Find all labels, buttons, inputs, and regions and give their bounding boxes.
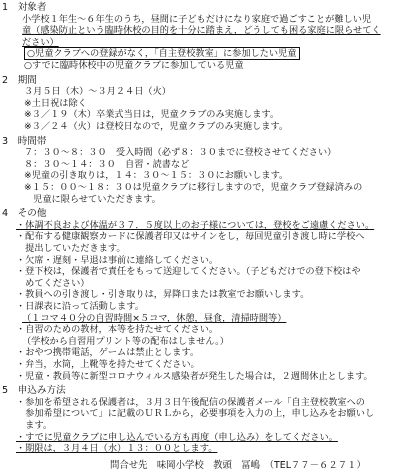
section-4-line: めてください） [16, 277, 90, 289]
section-3-line: ※１５：００～１８：３０は児童クラブに移行しますので，児童クラブ登録済みの [24, 182, 363, 193]
section-3-line: ※児童の引き取りは，１４：３０～１５：３０にお願いします。 [24, 170, 289, 182]
section-1-heading: 1 対象者 [2, 2, 47, 13]
section-3-line: 児童に限らせていただきます。 [24, 193, 161, 205]
section-3-heading: 3 時間帯 [2, 135, 47, 147]
section-2-line: ※３／１９（木）卒業式当日は，児童クラブのみ実施します。 [24, 109, 280, 121]
section-4-line: ・欠席・遅刻・早退は事前に連絡してください。 [16, 254, 219, 266]
section-4-line: ・おやつ携帯電話，ゲームは禁止とします。 [16, 347, 200, 359]
section-4-line: （１コマ４０分の自習時間×５コマ，休憩，昼食，清掃時間等） [22, 312, 287, 324]
section-1-line: ○すでに臨時休校中の児童クラブに参加している児童 [24, 60, 244, 71]
section-2-line: ３月５日（木）～３月２４日（火） [24, 86, 171, 98]
section-4-heading: 4 その他 [2, 208, 47, 220]
section-4-line: ・登下校は，保護者で責任をもって送迎してください。（子どもだけでの登下校はや [16, 266, 361, 278]
section-1-line [24, 48, 300, 59]
section-4-line: ・児童・教員等に新型コロナウィルス感染者が発生した場合は，２週間休止とします。 [16, 370, 373, 382]
section-4-line: ・弁当，水筒，上靴等を持たせてください。 [16, 359, 200, 370]
section-4-line: （学校から自習用プリント等の配布はしません。） [22, 335, 229, 347]
section-1-boxed-line: ○児童クラブへの登録がなく，「自主登校教室」に参加したい児童 [24, 47, 300, 60]
section-2-heading: 2 期間 [2, 74, 37, 86]
section-5-line: ・期限は，３月４日（水）１３：００とします。 [16, 443, 218, 455]
section-5-line: ・参加を希望される保護者は，３月３日午後配信の保護者メール「自主登校教室への [16, 396, 365, 408]
section-5-line: 参加希望について」に記載のＵＲＬから，必要事項を入力の上，申し込みをお願いし [16, 408, 375, 420]
section-2-line: ※３／２４（火）は登校日なので，児童クラブのみ実施します。 [24, 121, 289, 132]
section-1-line: 小学校１年生～６年生のうち，昼間に子どもだけになり家庭で過ごすことが難しい児 [22, 13, 372, 25]
section-2-line: ※土日祝は除く [24, 97, 87, 109]
section-5-heading: 5 申込み方法 [2, 385, 66, 397]
section-5-line: ます。 [16, 420, 53, 431]
section-1-line: 童（感染防止という臨時休校の目的を十分に踏まえ，どうしても困る家庭に限らせてく [22, 25, 381, 37]
section-3-line: ７：３０～８：３０ 受入時間（必ず８：３０までに登校させてください） [24, 147, 337, 159]
section-4-line: ・日課表に沿って活動します。 [16, 301, 144, 312]
section-4-line: ・配布する健康観察カードに保護者印又はサインをし，毎回児童引き渡し時に学校へ [16, 231, 365, 243]
contact-line: 問合せ先 味岡小学校 教頭 冨嶋 （TEL７７－６２７１） [110, 459, 366, 471]
section-4-line: ・体調不良および体温が３７．５度以上のお子様については，登校をご遠慮ください。 [16, 219, 375, 231]
section-4-line: ・自習のための教材，本等を持たせてください。 [16, 324, 219, 336]
section-4-line: ・教員への引き渡し・引き取りは，昇降口または教室でお願いします。 [16, 289, 310, 301]
section-5-line: ・すでに児童クラブに申し込んでいる方も再度（申し込み）をしてください。 [16, 431, 338, 443]
section-1-line: ださい） [22, 36, 59, 48]
section-3-line: ８：３０～１４：３０ 自習・読書など [24, 158, 190, 170]
section-4-line: 提出していただきます。 [16, 243, 126, 254]
